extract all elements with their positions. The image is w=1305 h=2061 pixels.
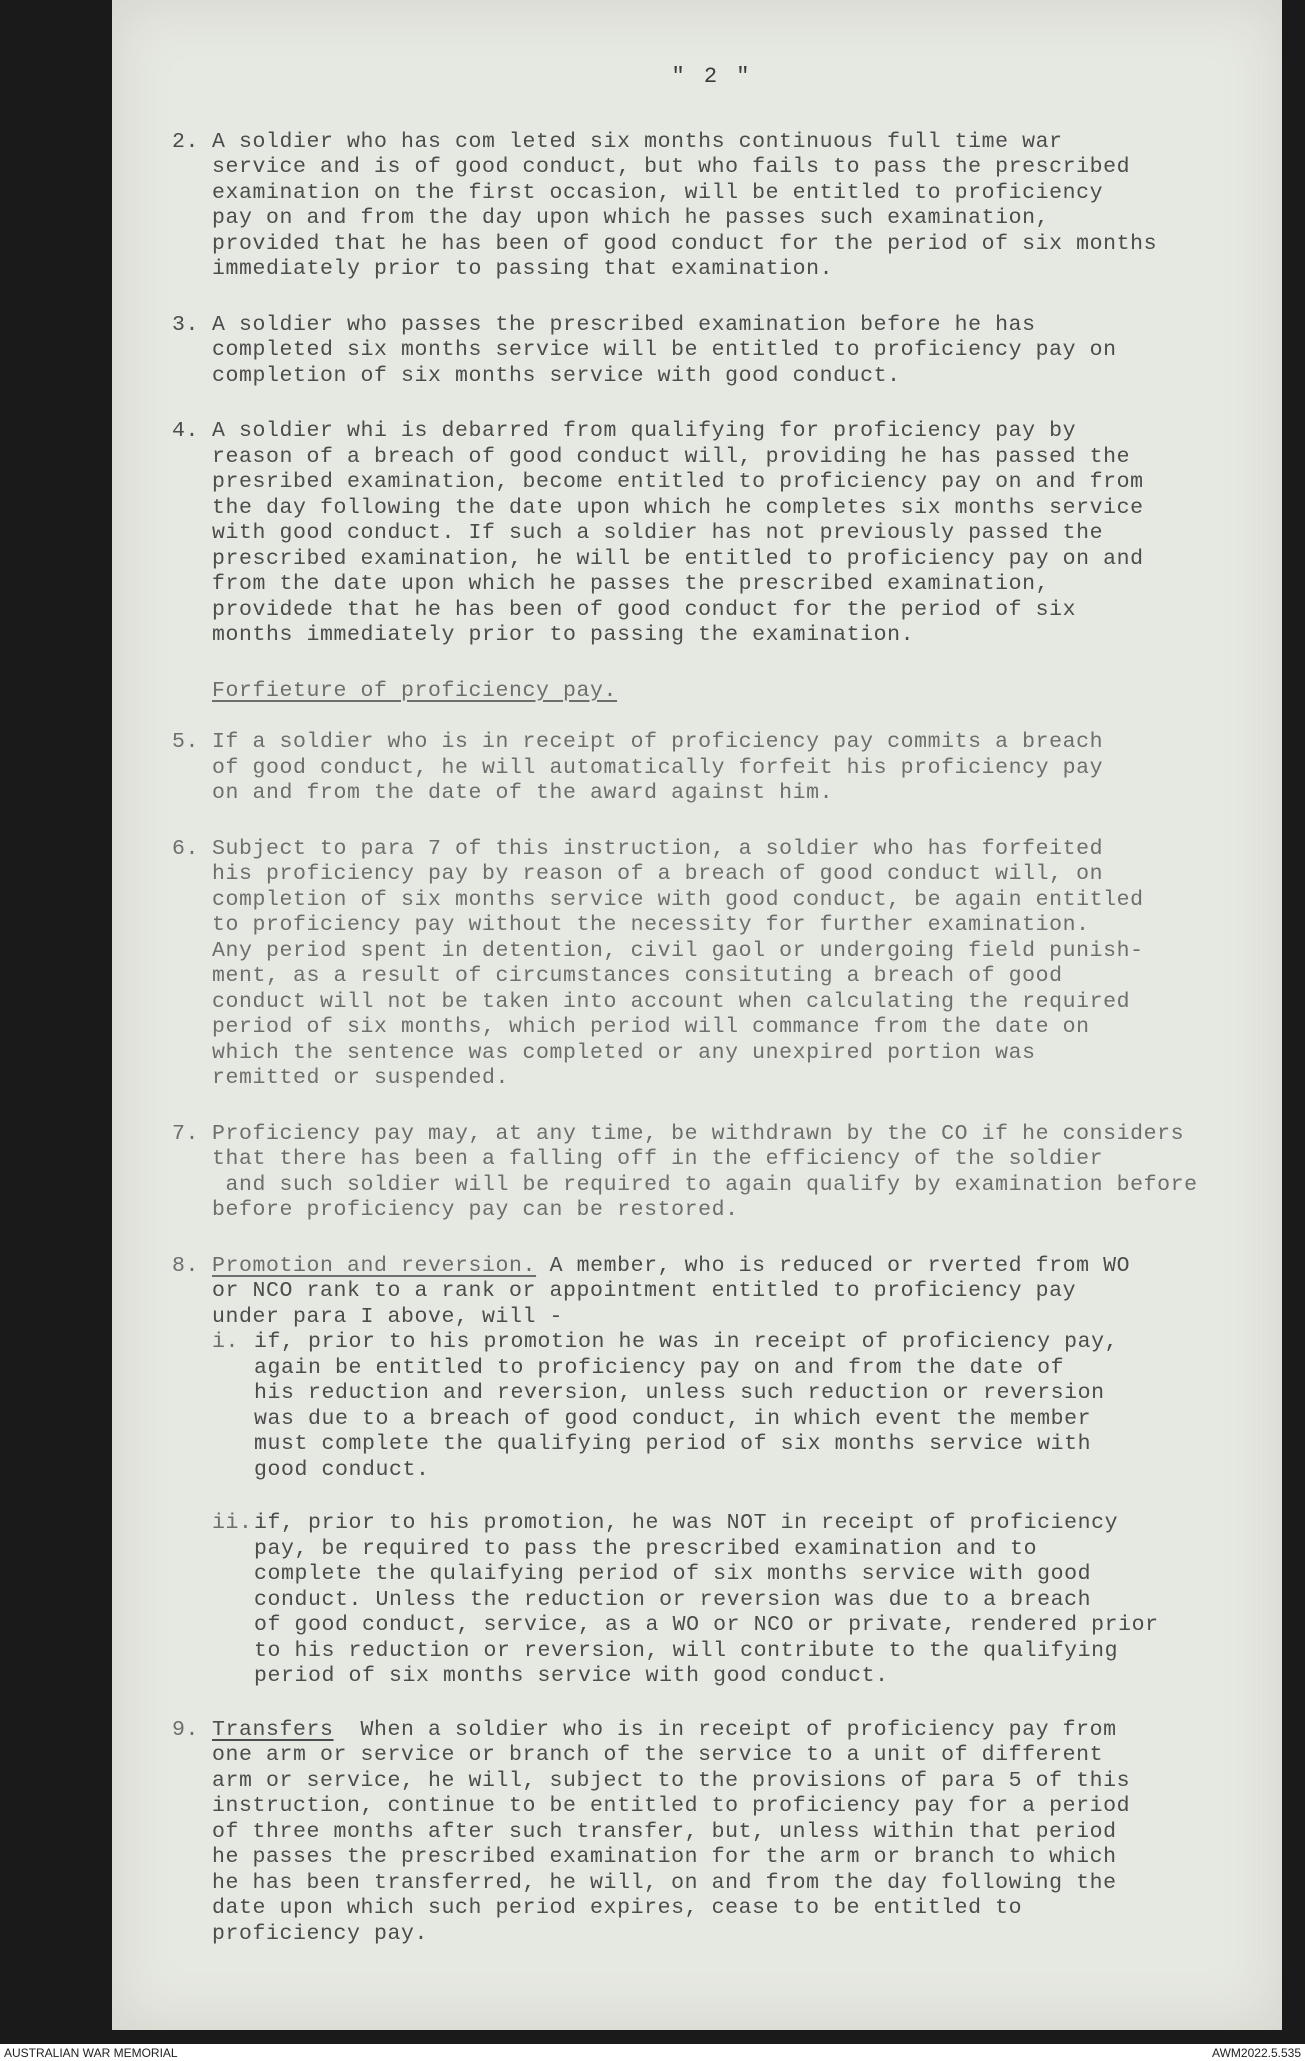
paragraph-number: 2. [172, 129, 200, 154]
archive-footer [0, 2044, 1305, 2061]
paragraph-text: A member, who is reduced or rverted from WO or NCO rank to a rank or appointment entitled to proficiency pay under para I above, will - [212, 1253, 1131, 1329]
paragraph-2 [172, 130, 1252, 283]
paragraph-3 [172, 313, 1252, 390]
paragraph-6 [172, 837, 1252, 1092]
paragraph-heading-promotion: Promotion and reversion. [212, 1253, 537, 1278]
paragraph-text: Proficiency pay may, at any time, be withdrawn by the CO if he considers that there has been a falling off in the efficiency of the soldier and such soldier will be required to again qualify by examination before before proficiency pay can be restored. [212, 1121, 1198, 1222]
paragraph-text: A soldier who passes the prescribed examination before he has completed six months service will be entitled to proficiency pay on completion of six months service with good conduct. [212, 312, 1117, 388]
subparagraph-text: if, prior to his promotion he was in receipt of proficiency pay, again be entitled to proficiency pay on and from the date of his reduction and reversion, unless such reduction or reversion was due to a breach of good conduct, in which event the member must complete the qualifying period of six months service with good conduct. [254, 1330, 1119, 1482]
footer-institution: AUSTRALIAN WAR MEMORIAL [4, 2046, 178, 2060]
paragraph-number: 3. [172, 312, 200, 337]
paragraph-text: Subject to para 7 of this instruction, a soldier who has forfeited his proficiency pay by reason of a breach of good conduct will, on completion of six months service with good conduct, be again entitled to proficiency pay without the necessity for further examination. Any period spent in detention, civil gaol or undergoing field punish- ment, as a result of circumstances consituting a breach of good conduct will not be taken into account when calculating the required period of six months, which period will commance from the date on which the sentence was completed or any unexpired portion was remitted or suspended. [212, 836, 1144, 1090]
paragraph-heading-transfers: Transfers [212, 1717, 334, 1742]
paragraph-number: 9. [172, 1717, 200, 1742]
subparagraph-i [172, 1330, 1252, 1483]
paragraph-number: 5. [172, 730, 200, 754]
document-text [172, 40, 1252, 1977]
subparagraph-text: if, prior to his promotion, he was NOT in receipt of proficiency pay, be required to pass the prescribed examination and to complete the qulaifying period of six months service with good conduct. Unless the reduction or reversion was due to a breach of good conduct, service, as a WO or NCO or private, rendered prior to his reduction or reversion, will contribute to the qualifying period of six months service with good conduct. [254, 1511, 1159, 1688]
paragraph-text: When a soldier who is in receipt of proficiency pay from one arm or service or branch of the service to a unit of different arm or service, he will, subject to the provisions of para 5 of this instruction, continue to be entitled to proficiency pay for a period of three months after such transfer, but, unless within that period he passes the prescribed examination for the arm or branch to which he has been transferred, he will, on and from the day following the date upon which such period expires, cease to be entitled to proficiency pay. [212, 1717, 1131, 1946]
paragraph-number: 7. [172, 1121, 200, 1146]
subparagraph-number: ii. [212, 1511, 253, 1535]
section-heading-forfeiture: Forfieture of proficiency pay. [212, 678, 618, 703]
paragraph-8 [172, 1254, 1252, 1331]
paragraph-text: If a soldier who is in receipt of proficiency pay commits a breach of good conduct, he will automatically forfeit his proficiency pay on and from the date of the award against him. [212, 730, 1104, 805]
paragraph-5 [172, 730, 1252, 807]
paragraph-7 [172, 1122, 1252, 1224]
paragraph-number: 6. [172, 836, 200, 861]
paragraph-text: A soldier who has com leted six months continuous full time war service and is of good conduct, but who fails to pass the prescribed examination on the first occasion, will be entitled to proficiency pay on and from the day upon which he passes such examination, provided that he has been of good conduct for the period of six months immediately prior to passing that examination. [212, 129, 1158, 281]
paragraph-text: A soldier whi is debarred from qualifying for proficiency pay by reason of a breach of good conduct will, providing he has passed the presribed examination, become entitled to proficiency pay on and from the day following the date upon which he completes six months service with good conduct. If such a soldier has not previously passed the prescribed examination, he will be entitled to proficiency pay on and from the date upon which he passes the prescribed examination, providede that he has been of good conduct for the period of six months immediately prior to passing the examination. [212, 419, 1144, 647]
document-page [112, 0, 1282, 2030]
footer-reference: AWM2022.5.535 [1212, 2046, 1301, 2060]
page-number: " 2 " [671, 64, 753, 89]
subparagraph-ii [172, 1511, 1252, 1690]
paragraph-number: 4. [172, 419, 200, 443]
paragraph-9 [172, 1718, 1252, 1948]
subparagraph-number: i. [212, 1330, 240, 1354]
paragraph-4 [172, 419, 1252, 649]
paragraph-number: 8. [172, 1253, 200, 1278]
